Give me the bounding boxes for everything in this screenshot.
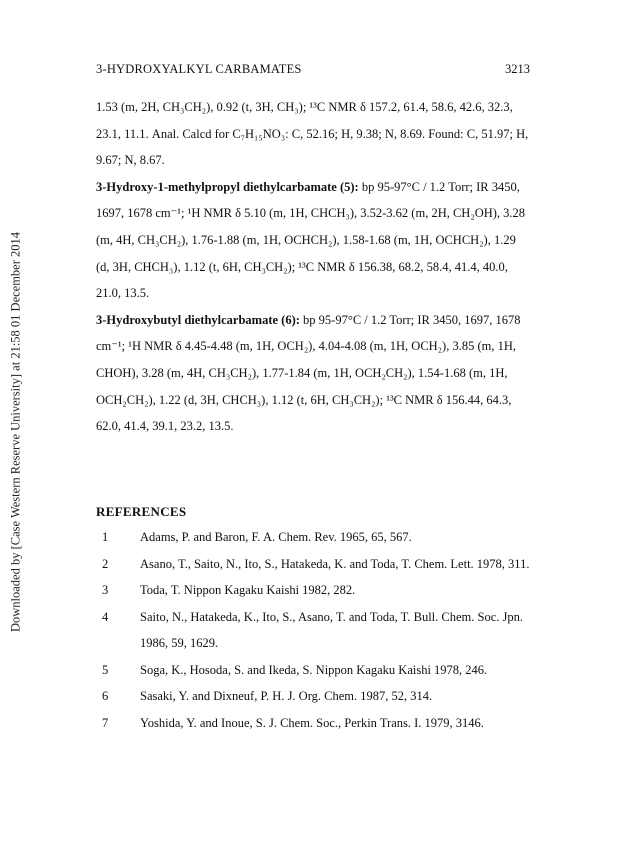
reference-text: Yoshida, Y. and Inoue, S. J. Chem. Soc., Perkin Trans. I. 1979, 3146. (140, 715, 484, 730)
reference-item (96, 524, 534, 551)
page-header (96, 62, 530, 80)
compound-6-data: bp 95-97°C / 1.2 Torr; IR 3450, 1697, 1678 cm⁻¹; ¹H NMR δ 4.45-4.48 (m, 1H, OCH₂), 4.04-4.08 (m, 1H, OCH₂), 3.85 (m, 1H, CHOH), 3.28 (m, 4H, CH₃CH₂), 1.77-1.84 (m, 1H, OCH₂CH₂), 1.54-1.68 (m, 1H, OCH₂CH₂), 1.22 (d, 3H, CHCH₃), 1.12 (t, 6H, CH₃CH₂); ¹³C NMR δ 156.44, 64.3, 62.0, 41.4, 39.1, 23.2, 13.5. (96, 312, 521, 434)
reference-item (96, 657, 534, 684)
reference-text: Soga, K., Hosoda, S. and Ikeda, S. Nippon Kagaku Kaishi 1978, 246. (140, 662, 488, 677)
reference-number: 7 (102, 715, 109, 730)
reference-item (96, 710, 534, 737)
reference-item (96, 604, 534, 657)
paragraph-compound-5 (96, 174, 530, 307)
references-heading: REFERENCES (96, 504, 187, 519)
reference-text: Saito, N., Hatakeda, K., Ito, S., Asano, T. and Toda, T. Bull. Chem. Soc. Jpn. 1986, 59, 1629. (140, 609, 524, 650)
running-title: 3-HYDROXYALKYL CARBAMATES (96, 62, 302, 76)
compound-6-title: 3-Hydroxybutyl diethylcarbamate (6): (96, 312, 300, 327)
paragraph-continued: 1.53 (m, 2H, CH₃CH₂), 0.92 (t, 3H, CH₃); ¹³C NMR δ 157.2, 61.4, 58.6, 42.6, 32.3, 23.1, 11.1. Anal. Calcd for C₇H₁₅NO₃: C, 52.16; H, 9.38; N, 8.69. Found: C, 51.97; H, 9.67; N, 8.67. (96, 100, 529, 168)
reference-list (96, 524, 534, 736)
reference-number: 4 (102, 609, 109, 624)
article-body (96, 94, 530, 440)
download-watermark (6, 0, 26, 864)
reference-item (96, 551, 534, 578)
reference-item (96, 577, 534, 604)
download-note: Downloaded by [Case Western Reserve University] at 21:58 01 December 2014 (8, 231, 23, 633)
reference-text: Asano, T., Saito, N., Ito, S., Hatakeda, K. and Toda, T. Chem. Lett. 1978, 311. (140, 556, 530, 571)
reference-number: 5 (102, 662, 109, 677)
page-number: 3213 (505, 62, 530, 76)
compound-5-data: bp 95-97°C / 1.2 Torr; IR 3450, 1697, 1678 cm⁻¹; ¹H NMR δ 5.10 (m, 1H, CHCH₃), 3.52-3.62 (m, 2H, CH₂OH), 3.28 (m, 4H, CH₃CH₂), 1.76-1.88 (m, 1H, OCHCH₂), 1.58-1.68 (m, 1H, OCHCH₂), 1.29 (d, 3H, CHCH₃), 1.12 (t, 6H, CH₃CH₂); ¹³C NMR δ 156.38, 68.2, 58.4, 41.4, 40.0, 21.0, 13.5. (96, 179, 526, 301)
compound-5-title: 3-Hydroxy-1-methylpropyl diethylcarbamate (5): (96, 179, 359, 194)
reference-number: 1 (102, 530, 109, 544)
reference-number: 6 (102, 689, 109, 703)
reference-number: 3 (102, 583, 109, 597)
reference-number: 2 (102, 556, 109, 571)
reference-text: Adams, P. and Baron, F. A. Chem. Rev. 1965, 65, 567. (140, 530, 412, 544)
reference-text: Sasaki, Y. and Dixneuf, P. H. J. Org. Chem. 1987, 52, 314. (140, 689, 433, 703)
reference-text: Toda, T. Nippon Kagaku Kaishi 1982, 282. (140, 583, 356, 597)
reference-item (96, 683, 534, 710)
paragraph-compound-6 (96, 307, 530, 440)
